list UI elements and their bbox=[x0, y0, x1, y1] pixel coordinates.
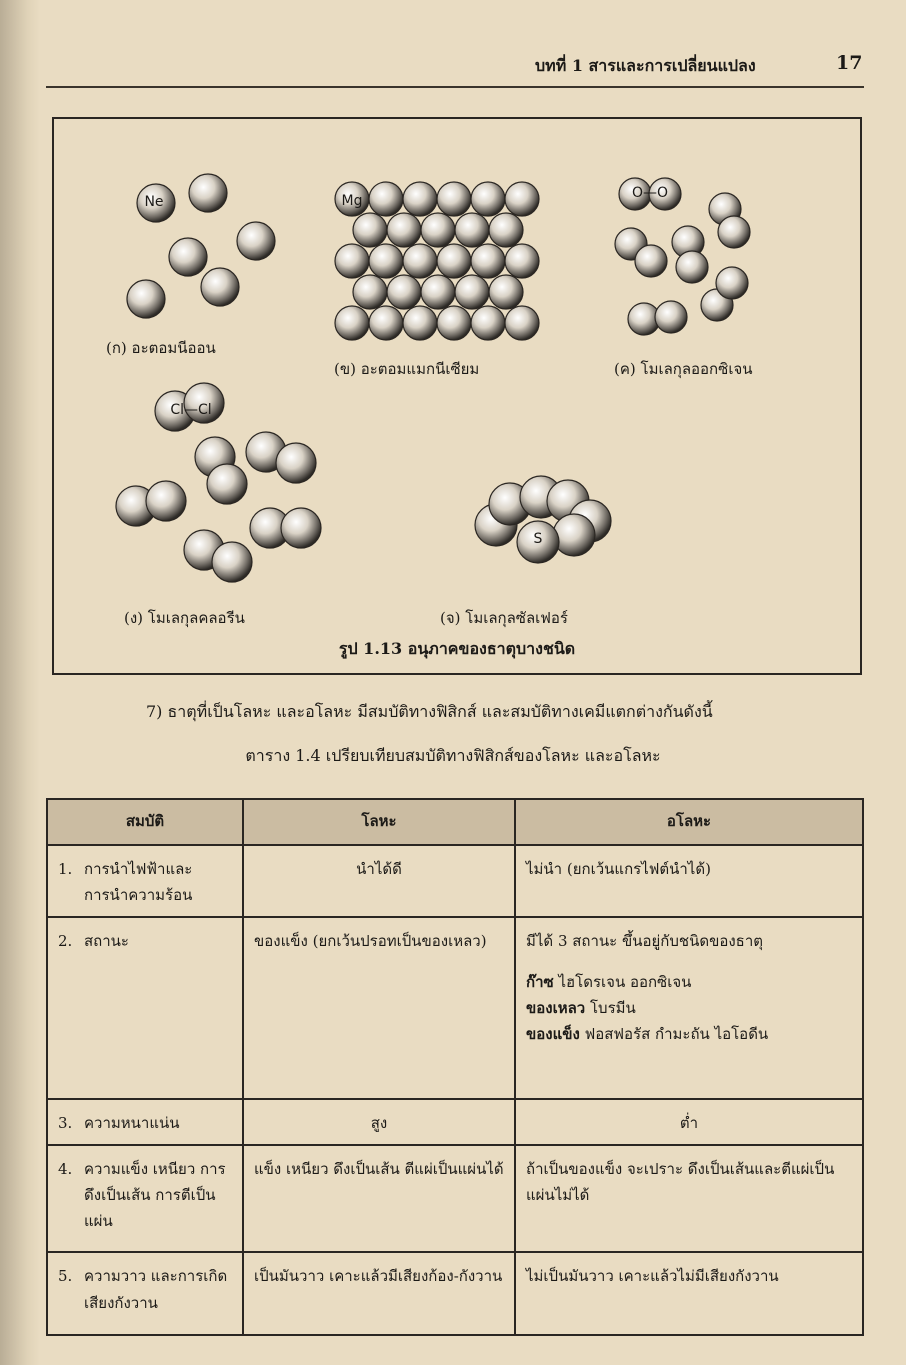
particle-sphere bbox=[505, 244, 539, 278]
particle-sphere bbox=[437, 244, 471, 278]
property-cell: ความแข็ง เหนียว การดึงเป็นเส้น การตีเป็นแผ่น bbox=[84, 1159, 226, 1231]
property-cell: ความวาว และการเกิดเสียงกังวาน bbox=[84, 1267, 228, 1312]
particle-sphere bbox=[403, 182, 437, 216]
page-binding-shadow bbox=[0, 0, 40, 1365]
particle-sphere bbox=[505, 306, 539, 340]
particle-sphere bbox=[353, 275, 387, 309]
particle-sphere bbox=[237, 222, 275, 260]
cl2-label: Cl—Cl bbox=[170, 402, 212, 418]
metal-cell: แข็ง เหนียว ดึงเป็นเส้น ตีแผ่เป็นแผ่นได้ bbox=[243, 1145, 515, 1252]
particle-sphere bbox=[676, 251, 708, 283]
caption-neon: (ก) อะตอมนีออน bbox=[106, 339, 216, 357]
property-cell: สถานะ bbox=[84, 932, 129, 951]
state-solid: ของแข็ง ฟอสฟอรัส กำมะถัน ไอโอดีน bbox=[526, 1025, 769, 1044]
particle-sphere bbox=[212, 542, 252, 582]
table-row: 3. ความหนาแน่น สูง ต่ำ bbox=[47, 1099, 863, 1145]
particle-sphere bbox=[369, 244, 403, 278]
particle-sphere bbox=[553, 514, 595, 556]
particle-sphere bbox=[505, 182, 539, 216]
particle-sphere bbox=[471, 244, 505, 278]
particle-sphere bbox=[421, 213, 455, 247]
particle-sphere bbox=[437, 182, 471, 216]
particle-sphere bbox=[455, 213, 489, 247]
table-row: 1. การนำไฟฟ้าและการนำความร้อน นำได้ดี ไม่นำ (ยกเว้นแกรไฟต์นำได้) bbox=[47, 845, 863, 918]
particle-sphere bbox=[403, 306, 437, 340]
particle-sphere bbox=[146, 481, 186, 521]
particle-sphere bbox=[353, 213, 387, 247]
particle-sphere bbox=[369, 182, 403, 216]
figure-particles bbox=[52, 117, 862, 675]
caption-oxygen: (ค) โมเลกุลออกซิเจน bbox=[614, 360, 753, 378]
particle-sphere bbox=[127, 280, 165, 318]
table-row: 4. ความแข็ง เหนียว การดึงเป็นเส้น การตีเป็นแผ่น แข็ง เหนียว ดึงเป็นเส้น ตีแผ่เป็นแผ่นได้ ถ้าเป็นของแข็ง จะเปราะ ดึงเป็นเส้นและตีแผ่เป็นแผ่นไม่ได้ bbox=[47, 1145, 863, 1252]
nonmetal-cell: มีได้ 3 สถานะ ขึ้นอยู่กับชนิดของธาตุ ก๊าซ ไฮโดรเจน ออกซิเจน ของเหลว โบรมีน ของแข็ง ฟอสฟอรัส กำมะถัน ไอโอดีน bbox=[515, 917, 863, 1099]
s-label: S bbox=[533, 531, 543, 547]
particle-sphere bbox=[335, 306, 369, 340]
paragraph-7: 7) ธาตุที่เป็นโลหะ และอโลหะ มีสมบัติทางฟิสิกส์ และสมบัติทางเคมีแตกต่างกันดังนี้ bbox=[146, 702, 713, 721]
particle-sphere bbox=[207, 464, 247, 504]
nonmetal-cell: ไม่เป็นมันวาว เคาะแล้วไม่มีเสียงกังวาน bbox=[515, 1252, 863, 1335]
particle-sphere bbox=[718, 216, 750, 248]
nonmetal-cell: ต่ำ bbox=[515, 1099, 863, 1145]
particle-illustrations bbox=[54, 119, 860, 673]
header-property: สมบัติ bbox=[47, 799, 243, 845]
header-nonmetal: อโลหะ bbox=[515, 799, 863, 845]
property-cell: การนำไฟฟ้าและการนำความร้อน bbox=[84, 859, 193, 904]
nonmetal-cell: ถ้าเป็นของแข็ง จะเปราะ ดึงเป็นเส้นและตีแผ่เป็นแผ่นไม่ได้ bbox=[515, 1145, 863, 1252]
particle-sphere bbox=[276, 443, 316, 483]
particle-sphere bbox=[281, 508, 321, 548]
table-header-row bbox=[47, 799, 863, 845]
state-gas: ก๊าซ ไฮโดรเจน ออกซิเจน bbox=[526, 972, 692, 991]
table-row: 2. สถานะ ของแข็ง (ยกเว้นปรอทเป็นของเหลว) มีได้ 3 สถานะ ขึ้นอยู่กับชนิดของธาตุ ก๊าซ ไฮโดรเจน ออกซิเจน ของเหลว โบรมีน ของแข็ง ฟอสฟอรัส กำมะถัน ไอโอดีน bbox=[47, 917, 863, 1099]
particle-sphere bbox=[489, 275, 523, 309]
particle-sphere bbox=[387, 275, 421, 309]
particle-sphere bbox=[635, 245, 667, 277]
metal-cell: เป็นมันวาว เคาะแล้วมีเสียงก้อง-กังวาน bbox=[243, 1252, 515, 1335]
o2-label: O—O bbox=[631, 185, 669, 201]
particle-sphere bbox=[335, 244, 369, 278]
particle-sphere bbox=[169, 238, 207, 276]
particle-sphere bbox=[421, 275, 455, 309]
particle-sphere bbox=[387, 213, 421, 247]
particle-sphere bbox=[471, 306, 505, 340]
particle-sphere bbox=[471, 182, 505, 216]
header-metal: โลหะ bbox=[243, 799, 515, 845]
particle-sphere bbox=[369, 306, 403, 340]
property-cell: ความหนาแน่น bbox=[84, 1114, 180, 1133]
caption-sulfur: (จ) โมเลกุลซัลเฟอร์ bbox=[440, 609, 568, 627]
page-header bbox=[0, 52, 906, 82]
particle-sphere bbox=[455, 275, 489, 309]
metal-cell: นำได้ดี bbox=[243, 845, 515, 918]
metal-nonmetal-table bbox=[46, 798, 864, 1336]
particle-sphere bbox=[716, 267, 748, 299]
ne-label: Ne bbox=[144, 194, 164, 210]
particle-sphere bbox=[437, 306, 471, 340]
particle-sphere bbox=[403, 244, 437, 278]
page-number: 17 bbox=[836, 52, 863, 74]
caption-magnesium: (ข) อะตอมแมกนีเซียม bbox=[334, 360, 480, 378]
mg-label: Mg bbox=[341, 193, 363, 209]
caption-chlorine: (ง) โมเลกุลคลอรีน bbox=[124, 609, 245, 627]
header-rule bbox=[46, 86, 864, 88]
nonmetal-cell: ไม่นำ (ยกเว้นแกรไฟต์นำได้) bbox=[515, 845, 863, 918]
metal-cell: ของแข็ง (ยกเว้นปรอทเป็นของเหลว) bbox=[243, 917, 515, 1099]
chapter-title: บทที่ 1 สารและการเปลี่ยนแปลง bbox=[535, 56, 756, 75]
table-row: 5. ความวาว และการเกิดเสียงกังวาน เป็นมันวาว เคาะแล้วมีเสียงก้อง-กังวาน ไม่เป็นมันวาว เคาะแล้วไม่มีเสียงกังวาน bbox=[47, 1252, 863, 1335]
particle-sphere bbox=[201, 268, 239, 306]
table-title: ตาราง 1.4 เปรียบเทียบสมบัติทางฟิสิกส์ของโลหะ และอโลหะ bbox=[245, 746, 661, 765]
particle-sphere bbox=[189, 174, 227, 212]
figure-title: รูป 1.13 อนุภาคของธาตุบางชนิด bbox=[338, 639, 576, 658]
particle-sphere bbox=[489, 213, 523, 247]
state-liquid: ของเหลว โบรมีน bbox=[526, 998, 636, 1017]
particle-sphere bbox=[655, 301, 687, 333]
metal-cell: สูง bbox=[243, 1099, 515, 1145]
